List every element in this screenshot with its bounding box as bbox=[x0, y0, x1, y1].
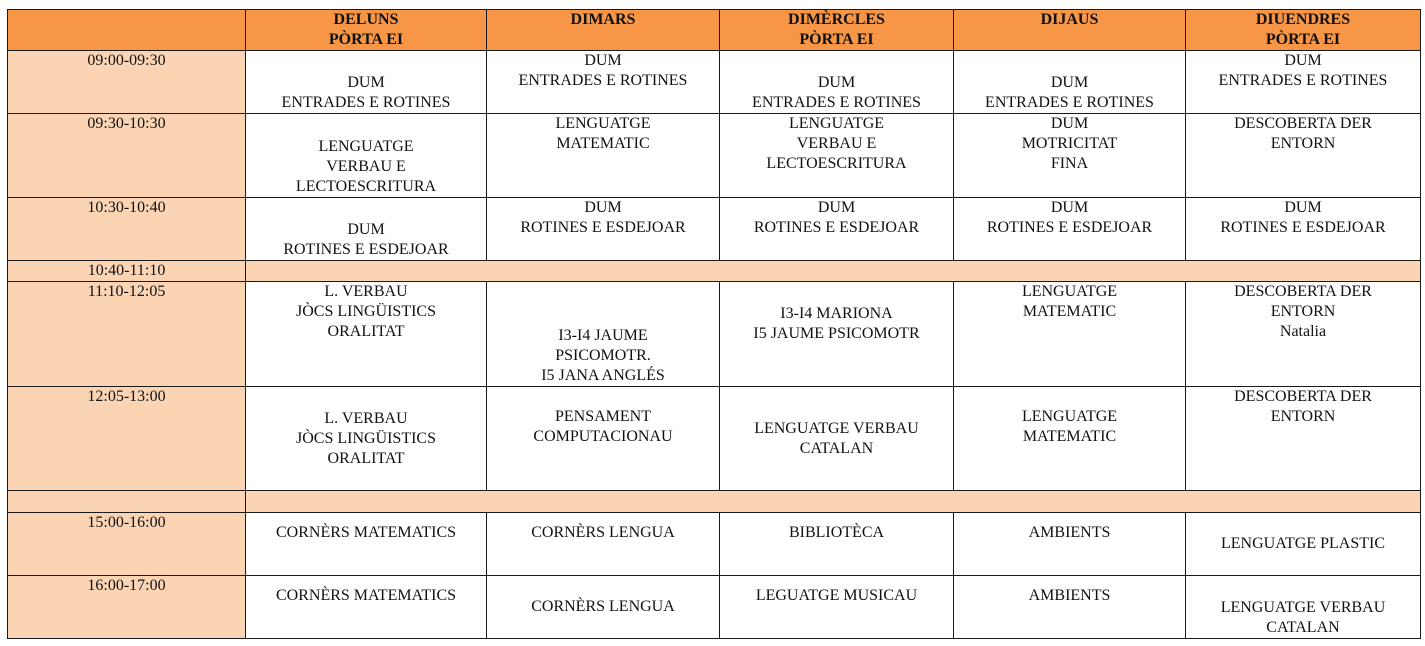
time-slot bbox=[8, 491, 246, 513]
cell-line: ENTRADES E ROTINES bbox=[752, 94, 921, 111]
timetable-cell bbox=[246, 576, 487, 639]
cell-line: COMPUTACIONAU bbox=[533, 428, 673, 445]
timetable-cell bbox=[1186, 513, 1421, 576]
cell-line: MATEMATIC bbox=[556, 135, 650, 152]
cell-line: L. VERBAU bbox=[324, 409, 408, 427]
timetable-cell bbox=[1186, 576, 1421, 639]
timetable-cell bbox=[720, 198, 954, 261]
cell-line: DUM bbox=[584, 52, 622, 69]
timetable-cell bbox=[954, 576, 1186, 639]
cell-line: ENTORN bbox=[1270, 408, 1336, 425]
timetable-cell bbox=[954, 51, 1186, 114]
timetable-cell bbox=[1186, 282, 1421, 387]
timetable-cell bbox=[487, 513, 720, 576]
time-slot: 11:10-12:05 bbox=[8, 282, 246, 387]
cell-line: MATEMATIC bbox=[1022, 303, 1117, 320]
cell-line: DUM bbox=[584, 199, 622, 216]
timetable-cell bbox=[720, 513, 954, 576]
cell-line: DUM bbox=[1050, 74, 1089, 91]
time-slot: 16:00-17:00 bbox=[8, 576, 246, 639]
timetable-cell bbox=[487, 198, 720, 261]
cell-line: DUM bbox=[347, 74, 385, 91]
timetable-cell bbox=[720, 387, 954, 491]
header-monday bbox=[246, 10, 487, 51]
cell-line: DUM bbox=[817, 74, 856, 91]
table-row bbox=[8, 576, 1421, 639]
header-wednesday-line: DIMÈRCLES bbox=[788, 11, 885, 28]
cell-line: ORALITAT bbox=[327, 323, 405, 340]
table-row bbox=[8, 282, 1421, 387]
timetable-cell bbox=[246, 387, 487, 491]
cell-line: ORALITAT bbox=[327, 449, 405, 467]
cell-line: LENGUATGE bbox=[788, 115, 885, 132]
cell-line: ROTINES E ESDEJOAR bbox=[986, 219, 1153, 236]
cell-line: LENGUATGE VERBAU bbox=[1220, 599, 1386, 616]
cell-line: DUM bbox=[347, 221, 385, 238]
table-row bbox=[8, 513, 1421, 576]
cell-line: ROTINES E ESDEJOAR bbox=[753, 219, 920, 236]
timetable-cell bbox=[1186, 387, 1421, 491]
cell-line: Natalia bbox=[1279, 323, 1327, 340]
cell-line: LENGUATGE bbox=[1021, 408, 1118, 425]
timetable-cell bbox=[487, 114, 720, 198]
cell-line: I3-I4 JAUME bbox=[558, 327, 648, 344]
table-row bbox=[8, 114, 1421, 198]
timetable-cell bbox=[487, 576, 720, 639]
cell-line: LENGUATGE VERBAU bbox=[754, 419, 919, 437]
cell-line: JÒCS LINGÜISTICS bbox=[295, 303, 436, 320]
header-monday-line: DELUNS bbox=[333, 11, 399, 28]
cell-line: I5 JANA ANGLÉS bbox=[541, 367, 665, 384]
cell-line: DUM bbox=[817, 199, 856, 216]
header-monday-line: PÒRTA EI bbox=[328, 31, 404, 48]
header-row bbox=[8, 10, 1421, 51]
header-thursday bbox=[954, 10, 1186, 51]
header-time-corner bbox=[8, 10, 246, 51]
header-tuesday bbox=[487, 10, 720, 51]
cell-line: AMBIENTS bbox=[1028, 524, 1111, 541]
timetable-cell bbox=[1186, 198, 1421, 261]
cell-line: AMBIENTS bbox=[1028, 587, 1111, 604]
timetable-cell bbox=[954, 513, 1186, 576]
cell-line: LENGUATGE PLASTIC bbox=[1221, 535, 1385, 552]
timetable-cell bbox=[246, 513, 487, 576]
timetable-cell bbox=[954, 282, 1186, 387]
timetable-cell bbox=[720, 282, 954, 387]
time-slot: 10:40-11:10 bbox=[8, 261, 246, 282]
time-slot: 15:00-16:00 bbox=[8, 513, 246, 576]
cell-line: BIBLIOTÈCA bbox=[788, 524, 885, 541]
cell-line: LENGUATGE bbox=[318, 138, 414, 155]
cell-line: DUM bbox=[1284, 52, 1322, 69]
timetable-cell bbox=[1186, 51, 1421, 114]
cell-line: LENGUATGE bbox=[1021, 283, 1118, 300]
timetable-cell bbox=[720, 576, 954, 639]
header-wednesday-line: PÒRTA EI bbox=[799, 31, 874, 48]
cell-line: FINA bbox=[1050, 155, 1089, 172]
cell-line: JÒCS LINGÜISTICS bbox=[295, 429, 436, 447]
cell-line: L. VERBAU bbox=[324, 283, 408, 300]
timetable-cell bbox=[954, 387, 1186, 491]
cell-line: CATALAN bbox=[799, 439, 874, 457]
timetable-cell bbox=[720, 114, 954, 198]
cell-line: ENTRADES E ROTINES bbox=[518, 72, 688, 89]
cell-line: PSICOMOTR. bbox=[555, 347, 651, 364]
cell-line: I5 JAUME PSICOMOTR bbox=[753, 325, 920, 342]
cell-line: DESCOBERTA DER bbox=[1234, 388, 1372, 405]
time-slot: 09:00-09:30 bbox=[8, 51, 246, 114]
cell-line: LECTOESCRITURA bbox=[766, 155, 907, 172]
break-band bbox=[246, 491, 1421, 513]
cell-line: I3-I4 MARIONA bbox=[780, 305, 893, 322]
break-band bbox=[246, 261, 1421, 282]
cell-line: CORNÈRS MATEMATICS bbox=[275, 524, 457, 541]
cell-line: CORNÈRS LENGUA bbox=[531, 524, 675, 541]
timetable-cell bbox=[487, 387, 720, 491]
timetable-cell bbox=[954, 114, 1186, 198]
cell-line: DESCOBERTA DER bbox=[1234, 283, 1372, 300]
header-friday bbox=[1186, 10, 1421, 51]
time-slot: 10:30-10:40 bbox=[8, 198, 246, 261]
header-friday-line: DIUENDRES bbox=[1255, 11, 1351, 28]
cell-line: DESCOBERTA DER bbox=[1234, 115, 1372, 132]
cell-line: ROTINES E ESDEJOAR bbox=[1220, 219, 1386, 236]
time-slot: 12:05-13:00 bbox=[8, 387, 246, 491]
break-row bbox=[8, 261, 1421, 282]
break-row bbox=[8, 491, 1421, 513]
header-tuesday-line: DIMARS bbox=[570, 11, 636, 28]
cell-line: CORNÈRS MATEMATICS bbox=[275, 587, 457, 604]
timetable-cell bbox=[246, 282, 487, 387]
cell-line: MATEMATIC bbox=[1022, 428, 1117, 445]
header-thursday-line: DIJAUS bbox=[1040, 11, 1099, 28]
cell-line: CORNÈRS LENGUA bbox=[531, 598, 675, 615]
cell-line: LEGUATGE MUSICAU bbox=[755, 587, 918, 604]
cell-line: ENTORN bbox=[1270, 303, 1336, 320]
time-slot: 09:30-10:30 bbox=[8, 114, 246, 198]
timetable-cell bbox=[954, 198, 1186, 261]
cell-line: VERBAU E bbox=[796, 135, 877, 152]
weekly-timetable bbox=[7, 9, 1421, 639]
cell-line: DUM bbox=[1050, 199, 1089, 216]
timetable-cell bbox=[1186, 114, 1421, 198]
timetable-cell bbox=[487, 51, 720, 114]
timetable-cell bbox=[246, 114, 487, 198]
cell-line: ENTRADES E ROTINES bbox=[985, 94, 1154, 111]
cell-line: ENTORN bbox=[1270, 135, 1336, 152]
header-wednesday bbox=[720, 10, 954, 51]
cell-line: CATALAN bbox=[1266, 619, 1340, 636]
cell-line: ENTRADES E ROTINES bbox=[1218, 72, 1388, 89]
table-row bbox=[8, 198, 1421, 261]
cell-line: VERBAU E bbox=[326, 158, 406, 175]
cell-line: DUM bbox=[1050, 115, 1089, 132]
cell-line: LECTOESCRITURA bbox=[295, 178, 437, 195]
table-row bbox=[8, 387, 1421, 491]
timetable-cell bbox=[246, 198, 487, 261]
cell-line: PENSAMENT bbox=[554, 408, 651, 425]
header-friday-line: PÒRTA EI bbox=[1265, 31, 1341, 48]
cell-line: ROTINES E ESDEJOAR bbox=[283, 241, 449, 258]
timetable-cell bbox=[720, 51, 954, 114]
timetable-cell bbox=[246, 51, 487, 114]
cell-line: ENTRADES E ROTINES bbox=[281, 94, 451, 111]
table-row bbox=[8, 51, 1421, 114]
cell-line: ROTINES E ESDEJOAR bbox=[520, 219, 686, 236]
cell-line: DUM bbox=[1284, 199, 1322, 216]
timetable-cell bbox=[487, 282, 720, 387]
cell-line: MOTRICITAT bbox=[1021, 135, 1118, 152]
cell-line: LENGUATGE bbox=[555, 115, 651, 132]
